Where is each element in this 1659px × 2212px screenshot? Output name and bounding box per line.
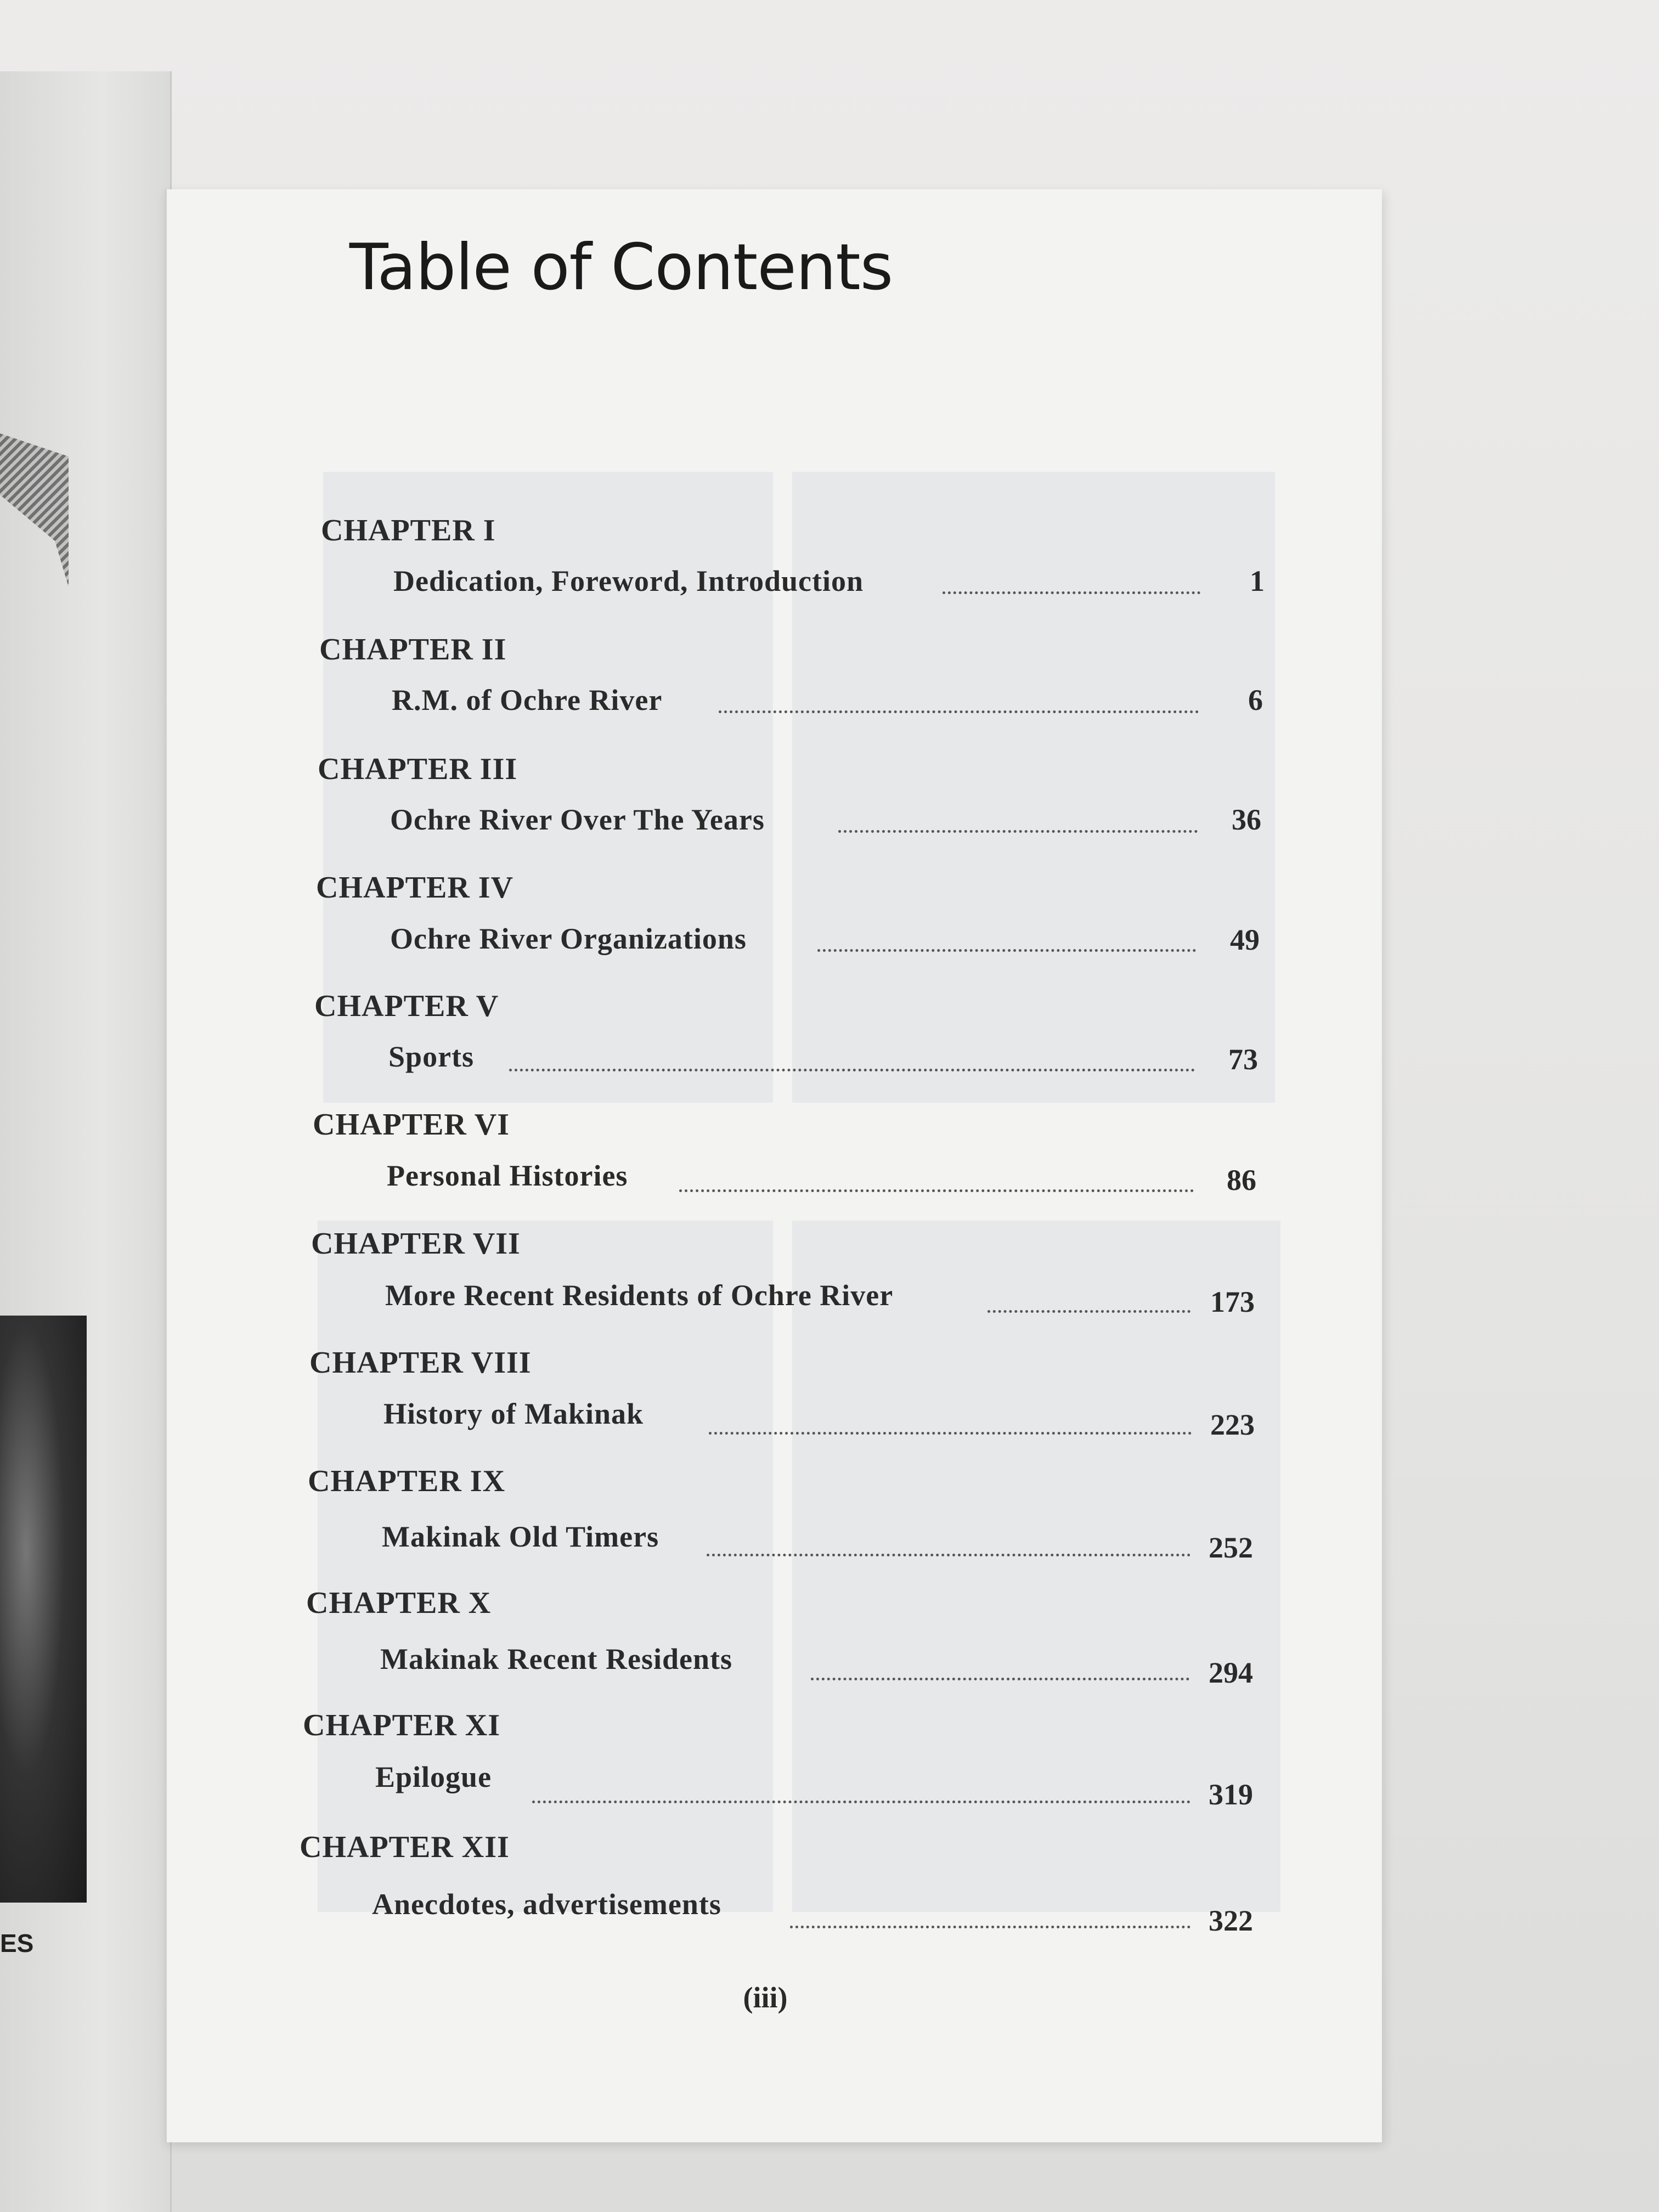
dot-leader	[817, 949, 1196, 952]
chapter-heading: CHAPTER III	[318, 752, 518, 786]
chapter-heading: CHAPTER VII	[311, 1227, 521, 1261]
page-title: Table of Contents	[349, 230, 893, 304]
left-page-caption: ES	[0, 1929, 34, 1957]
page-number: 36	[1232, 803, 1261, 836]
chapter-entry: Personal Histories	[387, 1159, 628, 1192]
left-page-graphic	[0, 433, 69, 587]
chapter-entry: Anecdotes, advertisements	[372, 1888, 721, 1921]
chapter-heading: CHAPTER XI	[303, 1708, 501, 1742]
dot-leader	[790, 1926, 1190, 1928]
dot-leader	[719, 710, 1199, 713]
page-number: 173	[1210, 1285, 1255, 1318]
chapter-entry: More Recent Residents of Ochre River	[385, 1279, 894, 1312]
chapter-entry: Ochre River Organizations	[390, 922, 747, 955]
page-number: 322	[1209, 1904, 1253, 1937]
page-number: 319	[1209, 1778, 1253, 1811]
chapter-entry: Makinak Old Timers	[382, 1520, 659, 1553]
chapter-entry: Ochre River Over The Years	[390, 803, 765, 836]
chapter-heading: CHAPTER XII	[300, 1830, 510, 1864]
page-number: 6	[1248, 684, 1263, 716]
page-number: 1	[1250, 565, 1265, 597]
chapter-heading: CHAPTER V	[314, 989, 499, 1023]
dot-leader	[988, 1310, 1190, 1313]
page-number: 73	[1228, 1043, 1258, 1076]
dot-leader	[838, 830, 1198, 833]
chapter-heading: CHAPTER IX	[308, 1464, 506, 1498]
dot-leader	[707, 1554, 1190, 1556]
show-through-photo	[318, 1221, 773, 1912]
chapter-heading: CHAPTER X	[306, 1586, 492, 1620]
dot-leader	[532, 1801, 1190, 1803]
chapter-heading: CHAPTER IV	[316, 871, 514, 905]
chapter-entry: Dedication, Foreword, Introduction	[393, 565, 864, 597]
page-number: 223	[1210, 1408, 1255, 1441]
page-folio: (iii)	[743, 1981, 788, 2014]
dot-leader	[709, 1432, 1192, 1435]
page-number: 294	[1209, 1656, 1253, 1689]
chapter-entry: Epilogue	[375, 1760, 492, 1793]
left-facing-page	[0, 71, 172, 2212]
page-number: 252	[1209, 1531, 1253, 1564]
page-number: 49	[1230, 923, 1260, 956]
dot-leader	[679, 1189, 1194, 1192]
chapter-entry: Makinak Recent Residents	[380, 1643, 732, 1675]
chapter-entry: R.M. of Ochre River	[392, 684, 663, 716]
dot-leader	[943, 591, 1200, 594]
chapter-heading: CHAPTER II	[319, 633, 507, 667]
dot-leader	[811, 1678, 1189, 1680]
dot-leader	[509, 1069, 1195, 1071]
left-page-photo	[0, 1316, 87, 1903]
chapter-heading: CHAPTER VI	[313, 1108, 510, 1142]
chapter-heading: CHAPTER VIII	[309, 1346, 532, 1380]
chapter-entry: Sports	[388, 1040, 475, 1073]
page-number: 86	[1227, 1164, 1256, 1197]
chapter-entry: History of Makinak	[383, 1397, 644, 1430]
chapter-heading: CHAPTER I	[321, 514, 496, 548]
